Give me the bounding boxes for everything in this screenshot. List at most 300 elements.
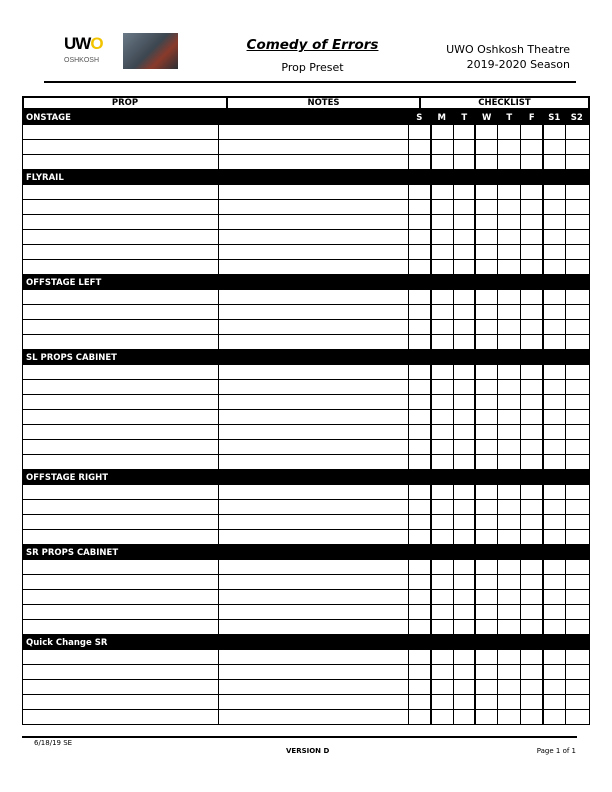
checkbox-cell[interactable] — [409, 200, 432, 214]
checkbox-cell[interactable] — [454, 455, 476, 469]
notes-cell[interactable] — [219, 440, 409, 454]
prop-cell[interactable] — [23, 395, 219, 409]
checkbox-cell[interactable] — [476, 290, 498, 304]
prop-cell[interactable] — [23, 335, 219, 349]
checkbox-cell[interactable] — [409, 650, 432, 664]
checkbox-cell[interactable] — [544, 560, 566, 574]
checkbox-cell[interactable] — [544, 425, 566, 439]
checkbox-cell[interactable] — [476, 665, 498, 679]
notes-cell[interactable] — [219, 560, 409, 574]
checkbox-cell[interactable] — [544, 395, 566, 409]
checkbox-cell[interactable] — [409, 590, 432, 604]
checkbox-cell[interactable] — [544, 305, 566, 319]
checkbox-cell[interactable] — [521, 620, 544, 634]
prop-cell[interactable] — [23, 200, 219, 214]
prop-cell[interactable] — [23, 440, 219, 454]
checkbox-cell[interactable] — [409, 695, 432, 709]
checkbox-cell[interactable] — [476, 425, 498, 439]
checkbox-cell[interactable] — [544, 455, 566, 469]
checkbox-cell[interactable] — [566, 395, 590, 409]
checkbox-cell[interactable] — [454, 620, 476, 634]
checkbox-cell[interactable] — [521, 395, 544, 409]
checkbox-cell[interactable] — [454, 320, 476, 334]
prop-cell[interactable] — [23, 380, 219, 394]
checkbox-cell[interactable] — [454, 395, 476, 409]
checkbox-cell[interactable] — [498, 500, 521, 514]
notes-cell[interactable] — [219, 380, 409, 394]
checkbox-cell[interactable] — [454, 665, 476, 679]
checkbox-cell[interactable] — [521, 245, 544, 259]
notes-cell[interactable] — [219, 305, 409, 319]
checkbox-cell[interactable] — [521, 305, 544, 319]
checkbox-cell[interactable] — [544, 335, 566, 349]
checkbox-cell[interactable] — [454, 650, 476, 664]
prop-cell[interactable] — [23, 215, 219, 229]
checkbox-cell[interactable] — [476, 560, 498, 574]
checkbox-cell[interactable] — [498, 125, 521, 139]
checkbox-cell[interactable] — [521, 560, 544, 574]
checkbox-cell[interactable] — [498, 455, 521, 469]
checkbox-cell[interactable] — [498, 305, 521, 319]
checkbox-cell[interactable] — [498, 620, 521, 634]
checkbox-cell[interactable] — [454, 185, 476, 199]
notes-cell[interactable] — [219, 665, 409, 679]
checkbox-cell[interactable] — [409, 215, 432, 229]
checkbox-cell[interactable] — [521, 680, 544, 694]
checkbox-cell[interactable] — [409, 515, 432, 529]
checkbox-cell[interactable] — [409, 290, 432, 304]
checkbox-cell[interactable] — [409, 425, 432, 439]
notes-cell[interactable] — [219, 365, 409, 379]
checkbox-cell[interactable] — [566, 410, 590, 424]
checkbox-cell[interactable] — [521, 485, 544, 499]
checkbox-cell[interactable] — [544, 590, 566, 604]
checkbox-cell[interactable] — [566, 710, 590, 724]
checkbox-cell[interactable] — [544, 530, 566, 544]
checkbox-cell[interactable] — [544, 410, 566, 424]
checkbox-cell[interactable] — [521, 425, 544, 439]
checkbox-cell[interactable] — [476, 650, 498, 664]
checkbox-cell[interactable] — [498, 230, 521, 244]
notes-cell[interactable] — [219, 650, 409, 664]
prop-cell[interactable] — [23, 605, 219, 619]
checkbox-cell[interactable] — [454, 200, 476, 214]
checkbox-cell[interactable] — [432, 680, 454, 694]
checkbox-cell[interactable] — [566, 680, 590, 694]
checkbox-cell[interactable] — [476, 230, 498, 244]
prop-cell[interactable] — [23, 245, 219, 259]
notes-cell[interactable] — [219, 500, 409, 514]
checkbox-cell[interactable] — [566, 620, 590, 634]
checkbox-cell[interactable] — [521, 380, 544, 394]
checkbox-cell[interactable] — [498, 515, 521, 529]
checkbox-cell[interactable] — [476, 680, 498, 694]
prop-cell[interactable] — [23, 365, 219, 379]
checkbox-cell[interactable] — [432, 650, 454, 664]
checkbox-cell[interactable] — [476, 215, 498, 229]
checkbox-cell[interactable] — [432, 485, 454, 499]
checkbox-cell[interactable] — [409, 710, 432, 724]
checkbox-cell[interactable] — [432, 215, 454, 229]
notes-cell[interactable] — [219, 620, 409, 634]
checkbox-cell[interactable] — [476, 590, 498, 604]
checkbox-cell[interactable] — [454, 245, 476, 259]
checkbox-cell[interactable] — [432, 320, 454, 334]
notes-cell[interactable] — [219, 290, 409, 304]
checkbox-cell[interactable] — [566, 320, 590, 334]
checkbox-cell[interactable] — [566, 575, 590, 589]
checkbox-cell[interactable] — [432, 125, 454, 139]
notes-cell[interactable] — [219, 455, 409, 469]
checkbox-cell[interactable] — [566, 335, 590, 349]
checkbox-cell[interactable] — [476, 200, 498, 214]
checkbox-cell[interactable] — [454, 710, 476, 724]
checkbox-cell[interactable] — [454, 515, 476, 529]
checkbox-cell[interactable] — [544, 155, 566, 169]
checkbox-cell[interactable] — [476, 500, 498, 514]
checkbox-cell[interactable] — [566, 230, 590, 244]
checkbox-cell[interactable] — [432, 290, 454, 304]
checkbox-cell[interactable] — [476, 365, 498, 379]
checkbox-cell[interactable] — [432, 260, 454, 274]
prop-cell[interactable] — [23, 425, 219, 439]
notes-cell[interactable] — [219, 245, 409, 259]
checkbox-cell[interactable] — [521, 605, 544, 619]
checkbox-cell[interactable] — [566, 455, 590, 469]
prop-cell[interactable] — [23, 320, 219, 334]
checkbox-cell[interactable] — [432, 440, 454, 454]
checkbox-cell[interactable] — [521, 335, 544, 349]
checkbox-cell[interactable] — [566, 440, 590, 454]
checkbox-cell[interactable] — [566, 425, 590, 439]
checkbox-cell[interactable] — [409, 380, 432, 394]
prop-cell[interactable] — [23, 710, 219, 724]
checkbox-cell[interactable] — [432, 245, 454, 259]
checkbox-cell[interactable] — [544, 365, 566, 379]
checkbox-cell[interactable] — [566, 200, 590, 214]
checkbox-cell[interactable] — [498, 650, 521, 664]
checkbox-cell[interactable] — [454, 500, 476, 514]
checkbox-cell[interactable] — [544, 515, 566, 529]
checkbox-cell[interactable] — [498, 575, 521, 589]
checkbox-cell[interactable] — [409, 620, 432, 634]
checkbox-cell[interactable] — [432, 500, 454, 514]
prop-cell[interactable] — [23, 290, 219, 304]
checkbox-cell[interactable] — [498, 605, 521, 619]
checkbox-cell[interactable] — [566, 650, 590, 664]
checkbox-cell[interactable] — [476, 620, 498, 634]
checkbox-cell[interactable] — [454, 695, 476, 709]
notes-cell[interactable] — [219, 410, 409, 424]
checkbox-cell[interactable] — [409, 455, 432, 469]
checkbox-cell[interactable] — [432, 575, 454, 589]
checkbox-cell[interactable] — [476, 140, 498, 154]
notes-cell[interactable] — [219, 155, 409, 169]
checkbox-cell[interactable] — [544, 485, 566, 499]
checkbox-cell[interactable] — [521, 155, 544, 169]
checkbox-cell[interactable] — [432, 425, 454, 439]
checkbox-cell[interactable] — [544, 215, 566, 229]
checkbox-cell[interactable] — [454, 680, 476, 694]
prop-cell[interactable] — [23, 125, 219, 139]
checkbox-cell[interactable] — [409, 665, 432, 679]
checkbox-cell[interactable] — [498, 485, 521, 499]
checkbox-cell[interactable] — [454, 410, 476, 424]
checkbox-cell[interactable] — [476, 515, 498, 529]
checkbox-cell[interactable] — [566, 530, 590, 544]
checkbox-cell[interactable] — [544, 230, 566, 244]
prop-cell[interactable] — [23, 485, 219, 499]
checkbox-cell[interactable] — [521, 710, 544, 724]
checkbox-cell[interactable] — [521, 440, 544, 454]
checkbox-cell[interactable] — [498, 530, 521, 544]
checkbox-cell[interactable] — [544, 260, 566, 274]
checkbox-cell[interactable] — [544, 200, 566, 214]
checkbox-cell[interactable] — [432, 605, 454, 619]
checkbox-cell[interactable] — [566, 140, 590, 154]
checkbox-cell[interactable] — [566, 515, 590, 529]
checkbox-cell[interactable] — [498, 440, 521, 454]
prop-cell[interactable] — [23, 305, 219, 319]
checkbox-cell[interactable] — [498, 380, 521, 394]
notes-cell[interactable] — [219, 515, 409, 529]
checkbox-cell[interactable] — [521, 665, 544, 679]
prop-cell[interactable] — [23, 665, 219, 679]
checkbox-cell[interactable] — [454, 485, 476, 499]
checkbox-cell[interactable] — [476, 410, 498, 424]
checkbox-cell[interactable] — [498, 245, 521, 259]
checkbox-cell[interactable] — [454, 215, 476, 229]
prop-cell[interactable] — [23, 590, 219, 604]
prop-cell[interactable] — [23, 500, 219, 514]
checkbox-cell[interactable] — [521, 260, 544, 274]
notes-cell[interactable] — [219, 485, 409, 499]
prop-cell[interactable] — [23, 650, 219, 664]
prop-cell[interactable] — [23, 575, 219, 589]
checkbox-cell[interactable] — [454, 155, 476, 169]
checkbox-cell[interactable] — [521, 590, 544, 604]
notes-cell[interactable] — [219, 320, 409, 334]
checkbox-cell[interactable] — [432, 185, 454, 199]
checkbox-cell[interactable] — [409, 440, 432, 454]
notes-cell[interactable] — [219, 680, 409, 694]
checkbox-cell[interactable] — [432, 155, 454, 169]
checkbox-cell[interactable] — [566, 560, 590, 574]
checkbox-cell[interactable] — [454, 290, 476, 304]
checkbox-cell[interactable] — [498, 695, 521, 709]
checkbox-cell[interactable] — [409, 605, 432, 619]
checkbox-cell[interactable] — [432, 560, 454, 574]
checkbox-cell[interactable] — [521, 530, 544, 544]
notes-cell[interactable] — [219, 200, 409, 214]
notes-cell[interactable] — [219, 395, 409, 409]
checkbox-cell[interactable] — [498, 590, 521, 604]
checkbox-cell[interactable] — [521, 185, 544, 199]
checkbox-cell[interactable] — [476, 695, 498, 709]
prop-cell[interactable] — [23, 155, 219, 169]
checkbox-cell[interactable] — [566, 260, 590, 274]
checkbox-cell[interactable] — [476, 455, 498, 469]
checkbox-cell[interactable] — [409, 500, 432, 514]
checkbox-cell[interactable] — [409, 680, 432, 694]
notes-cell[interactable] — [219, 185, 409, 199]
checkbox-cell[interactable] — [498, 200, 521, 214]
checkbox-cell[interactable] — [544, 245, 566, 259]
checkbox-cell[interactable] — [409, 575, 432, 589]
prop-cell[interactable] — [23, 515, 219, 529]
checkbox-cell[interactable] — [521, 230, 544, 244]
checkbox-cell[interactable] — [476, 485, 498, 499]
checkbox-cell[interactable] — [454, 140, 476, 154]
prop-cell[interactable] — [23, 260, 219, 274]
checkbox-cell[interactable] — [454, 365, 476, 379]
checkbox-cell[interactable] — [432, 620, 454, 634]
checkbox-cell[interactable] — [544, 440, 566, 454]
checkbox-cell[interactable] — [521, 515, 544, 529]
checkbox-cell[interactable] — [498, 665, 521, 679]
checkbox-cell[interactable] — [521, 500, 544, 514]
checkbox-cell[interactable] — [544, 500, 566, 514]
checkbox-cell[interactable] — [566, 665, 590, 679]
checkbox-cell[interactable] — [432, 410, 454, 424]
checkbox-cell[interactable] — [544, 695, 566, 709]
checkbox-cell[interactable] — [432, 230, 454, 244]
checkbox-cell[interactable] — [498, 680, 521, 694]
checkbox-cell[interactable] — [454, 125, 476, 139]
checkbox-cell[interactable] — [476, 125, 498, 139]
checkbox-cell[interactable] — [521, 650, 544, 664]
checkbox-cell[interactable] — [566, 290, 590, 304]
prop-cell[interactable] — [23, 185, 219, 199]
prop-cell[interactable] — [23, 695, 219, 709]
checkbox-cell[interactable] — [432, 455, 454, 469]
checkbox-cell[interactable] — [544, 665, 566, 679]
checkbox-cell[interactable] — [409, 260, 432, 274]
checkbox-cell[interactable] — [498, 560, 521, 574]
checkbox-cell[interactable] — [454, 335, 476, 349]
checkbox-cell[interactable] — [409, 560, 432, 574]
checkbox-cell[interactable] — [521, 455, 544, 469]
checkbox-cell[interactable] — [454, 440, 476, 454]
checkbox-cell[interactable] — [454, 305, 476, 319]
checkbox-cell[interactable] — [476, 395, 498, 409]
checkbox-cell[interactable] — [544, 680, 566, 694]
notes-cell[interactable] — [219, 125, 409, 139]
checkbox-cell[interactable] — [454, 230, 476, 244]
checkbox-cell[interactable] — [454, 560, 476, 574]
notes-cell[interactable] — [219, 530, 409, 544]
checkbox-cell[interactable] — [521, 365, 544, 379]
prop-cell[interactable] — [23, 560, 219, 574]
checkbox-cell[interactable] — [409, 335, 432, 349]
checkbox-cell[interactable] — [432, 395, 454, 409]
prop-cell[interactable] — [23, 680, 219, 694]
checkbox-cell[interactable] — [409, 365, 432, 379]
checkbox-cell[interactable] — [566, 695, 590, 709]
checkbox-cell[interactable] — [498, 155, 521, 169]
checkbox-cell[interactable] — [409, 185, 432, 199]
checkbox-cell[interactable] — [544, 605, 566, 619]
checkbox-cell[interactable] — [498, 395, 521, 409]
notes-cell[interactable] — [219, 590, 409, 604]
checkbox-cell[interactable] — [544, 140, 566, 154]
checkbox-cell[interactable] — [566, 245, 590, 259]
notes-cell[interactable] — [219, 230, 409, 244]
checkbox-cell[interactable] — [432, 710, 454, 724]
checkbox-cell[interactable] — [476, 155, 498, 169]
prop-cell[interactable] — [23, 530, 219, 544]
checkbox-cell[interactable] — [409, 410, 432, 424]
checkbox-cell[interactable] — [521, 215, 544, 229]
notes-cell[interactable] — [219, 710, 409, 724]
checkbox-cell[interactable] — [544, 575, 566, 589]
checkbox-cell[interactable] — [409, 230, 432, 244]
checkbox-cell[interactable] — [476, 335, 498, 349]
checkbox-cell[interactable] — [454, 575, 476, 589]
checkbox-cell[interactable] — [498, 260, 521, 274]
checkbox-cell[interactable] — [409, 485, 432, 499]
checkbox-cell[interactable] — [432, 665, 454, 679]
checkbox-cell[interactable] — [432, 530, 454, 544]
checkbox-cell[interactable] — [454, 605, 476, 619]
notes-cell[interactable] — [219, 575, 409, 589]
checkbox-cell[interactable] — [454, 590, 476, 604]
prop-cell[interactable] — [23, 230, 219, 244]
notes-cell[interactable] — [219, 605, 409, 619]
checkbox-cell[interactable] — [498, 215, 521, 229]
checkbox-cell[interactable] — [566, 155, 590, 169]
checkbox-cell[interactable] — [521, 140, 544, 154]
prop-cell[interactable] — [23, 620, 219, 634]
checkbox-cell[interactable] — [476, 245, 498, 259]
notes-cell[interactable] — [219, 140, 409, 154]
checkbox-cell[interactable] — [432, 515, 454, 529]
checkbox-cell[interactable] — [498, 710, 521, 724]
checkbox-cell[interactable] — [454, 530, 476, 544]
checkbox-cell[interactable] — [476, 305, 498, 319]
checkbox-cell[interactable] — [544, 620, 566, 634]
checkbox-cell[interactable] — [544, 185, 566, 199]
checkbox-cell[interactable] — [521, 320, 544, 334]
checkbox-cell[interactable] — [409, 320, 432, 334]
checkbox-cell[interactable] — [498, 410, 521, 424]
checkbox-cell[interactable] — [409, 245, 432, 259]
checkbox-cell[interactable] — [476, 380, 498, 394]
checkbox-cell[interactable] — [432, 335, 454, 349]
checkbox-cell[interactable] — [454, 425, 476, 439]
checkbox-cell[interactable] — [432, 305, 454, 319]
prop-cell[interactable] — [23, 140, 219, 154]
checkbox-cell[interactable] — [566, 380, 590, 394]
checkbox-cell[interactable] — [544, 710, 566, 724]
checkbox-cell[interactable] — [432, 695, 454, 709]
checkbox-cell[interactable] — [476, 260, 498, 274]
checkbox-cell[interactable] — [544, 380, 566, 394]
checkbox-cell[interactable] — [476, 575, 498, 589]
checkbox-cell[interactable] — [409, 155, 432, 169]
checkbox-cell[interactable] — [409, 305, 432, 319]
checkbox-cell[interactable] — [498, 320, 521, 334]
checkbox-cell[interactable] — [409, 140, 432, 154]
checkbox-cell[interactable] — [454, 260, 476, 274]
checkbox-cell[interactable] — [566, 485, 590, 499]
checkbox-cell[interactable] — [476, 710, 498, 724]
checkbox-cell[interactable] — [521, 200, 544, 214]
notes-cell[interactable] — [219, 695, 409, 709]
checkbox-cell[interactable] — [476, 320, 498, 334]
checkbox-cell[interactable] — [544, 290, 566, 304]
checkbox-cell[interactable] — [409, 125, 432, 139]
